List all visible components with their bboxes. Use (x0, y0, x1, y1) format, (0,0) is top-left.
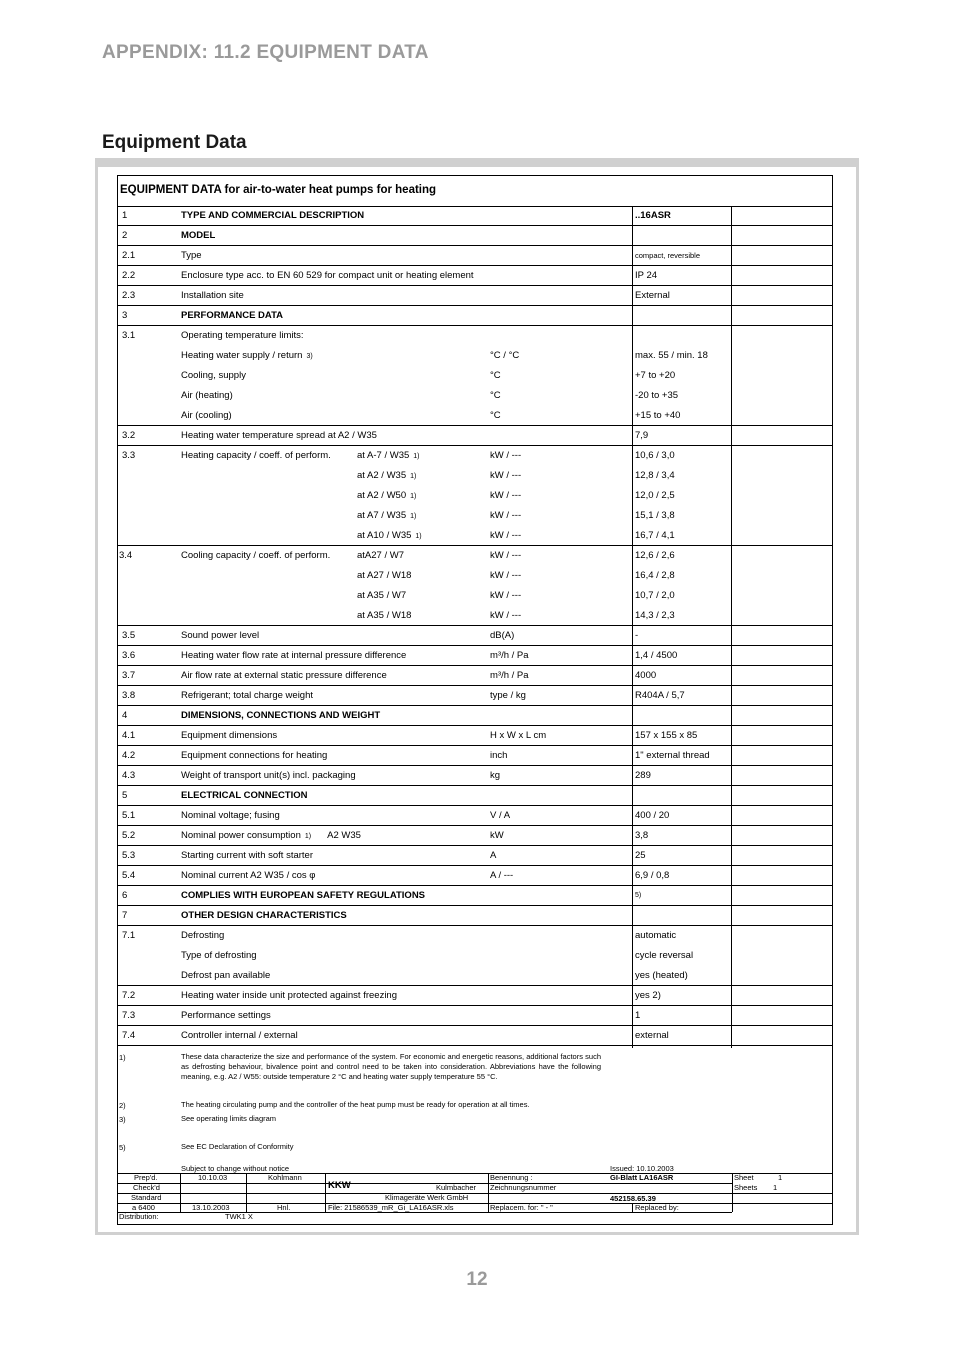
row-description: Sound power level (181, 630, 260, 641)
data-rows (118, 206, 832, 1046)
row-value: 289 (635, 770, 651, 781)
company-city: Kulmbacher (436, 1183, 477, 1192)
row-unit: kW / --- (490, 490, 522, 501)
row-value: 7,9 (635, 430, 649, 441)
row-unit: V / A (490, 810, 511, 821)
row-number: 7.4 (122, 1030, 136, 1041)
table-row (118, 886, 832, 906)
row-value: +15 to +40 (635, 410, 681, 421)
table-row (118, 466, 832, 486)
table-row (118, 586, 832, 606)
row-number: 2 (122, 230, 128, 241)
row-value: 10,7 / 2,0 (635, 590, 675, 601)
row-description: ELECTRICAL CONNECTION (181, 790, 308, 801)
row-description: PERFORMANCE DATA (181, 310, 284, 321)
footnote-num: 5) (119, 1143, 126, 1152)
row-value: max. 55 / min. 18 (635, 350, 708, 361)
table-row (118, 826, 832, 846)
row-condition-group (357, 506, 416, 527)
table-row (118, 366, 832, 386)
table-row (118, 906, 832, 926)
row-description: Nominal voltage; fusing (181, 810, 280, 821)
row-number: 3 (122, 310, 128, 321)
row-value: R404A / 5,7 (635, 690, 685, 701)
row-number: 5.2 (122, 830, 136, 841)
row-number: 4.1 (122, 730, 136, 741)
footnote-num: 3) (119, 1115, 126, 1124)
row-unit: m³/h / Pa (490, 650, 529, 661)
footnote-num: 1) (119, 1053, 126, 1062)
checkd-label: Check'd (133, 1183, 160, 1192)
section-title: Equipment Data (102, 132, 247, 153)
table-row (118, 226, 832, 246)
table-row (118, 546, 832, 566)
row-description: Heating capacity / coeff. of perform. (181, 450, 331, 461)
benennung-label: Benennung : (490, 1173, 533, 1182)
row-number: 7.1 (122, 930, 136, 941)
row-unit: type / kg (490, 690, 526, 701)
row-number: 3.8 (122, 690, 136, 701)
distribution-value: TWK1 X (225, 1212, 253, 1221)
row-value: external (635, 1030, 669, 1041)
row-unit: A (490, 850, 497, 861)
drawing-number-value: 452158.65.39 (610, 1194, 656, 1203)
row-description: Operating temperature limits: (181, 330, 304, 341)
sheets-label: Sheets (734, 1183, 758, 1192)
row-value: automatic (635, 930, 677, 941)
footnote-text: See operating limits diagram (181, 1114, 277, 1123)
file-name: File: 21586539_mR_Gi_LA16ASR.xls (328, 1203, 454, 1212)
row-description-group (181, 826, 361, 847)
row-value: 4000 (635, 670, 657, 681)
row-unit: kW / --- (490, 550, 522, 561)
sheets-value: 1 (773, 1183, 778, 1192)
table-row (118, 926, 832, 946)
replaced-by: Replaced by: (635, 1203, 679, 1212)
row-value: 1,4 / 4500 (635, 650, 678, 661)
table-row (118, 326, 832, 346)
row-unit: kW / --- (490, 530, 522, 541)
row-number: 3.7 (122, 670, 136, 681)
row-value: 157 x 155 x 85 (635, 730, 698, 741)
appendix-heading: APPENDIX: 11.2 EQUIPMENT DATA (102, 42, 429, 63)
prepd-label: Prep'd. (134, 1173, 158, 1182)
row-condition-group (357, 526, 422, 547)
table-row (118, 666, 832, 686)
benennung-value: GI-Blatt LA16ASR (610, 1173, 674, 1182)
row-value: 12,0 / 2,5 (635, 490, 675, 501)
row-value: yes (heated) (635, 970, 688, 981)
row-value: yes 2) (635, 990, 661, 1001)
footnote-ref: 1) (410, 493, 417, 500)
sheet-title: EQUIPMENT DATA for air-to-water heat pumps for heating (120, 184, 437, 196)
row-value: 15,1 / 3,8 (635, 510, 675, 521)
row-description: Controller internal / external (181, 1030, 298, 1041)
row-unit: kW / --- (490, 610, 522, 621)
revision-name: Hnl. (277, 1203, 291, 1212)
row-unit: kW / --- (490, 570, 522, 581)
row-number: 3.5 (122, 630, 136, 641)
drawing-number-label: Zeichnungsnummer (490, 1183, 557, 1192)
table-row (118, 746, 832, 766)
row-condition: at A2 / W50 (357, 490, 407, 501)
row-unit: kW (490, 830, 504, 841)
row-unit: °C / °C (490, 350, 520, 361)
table-row (118, 786, 832, 806)
row-description: Performance settings (181, 1010, 271, 1021)
row-description-condition: A2 W35 (327, 830, 361, 841)
row-number: 4.3 (122, 770, 136, 781)
sheet-value: 1 (778, 1173, 783, 1182)
row-condition-group (357, 446, 420, 467)
table-row (118, 506, 832, 526)
row-description: Installation site (181, 290, 244, 301)
row-condition-group (357, 466, 416, 487)
table-row (118, 446, 832, 466)
row-condition: at A27 / W18 (357, 570, 412, 581)
revision-date: 13.10.2003 (192, 1203, 230, 1212)
row-value: 14,3 / 2,3 (635, 610, 675, 621)
footnote-ref: 1) (304, 833, 312, 840)
table-row (118, 346, 832, 366)
row-description: Heating water flow rate at internal pressure difference (181, 650, 407, 661)
page-number: 12 (466, 1269, 488, 1290)
row-value: 5) (635, 892, 642, 899)
subject-to-change: Subject to change without notice (181, 1164, 289, 1173)
table-row (118, 966, 832, 986)
row-unit: kW / --- (490, 510, 522, 521)
table-row (118, 426, 832, 446)
row-description: Nominal power consumption (181, 830, 301, 841)
table-row (118, 866, 832, 886)
row-number: 3.3 (122, 450, 136, 461)
row-unit: m³/h / Pa (490, 670, 529, 681)
footnote-num: 2) (119, 1101, 126, 1110)
row-number: 3.6 (122, 650, 136, 661)
equipment-data-sheet (117, 175, 833, 1225)
prepd-date: 10.10.03 (198, 1173, 228, 1182)
row-number: 3.2 (122, 430, 136, 441)
row-description: Air flow rate at external static pressure difference (181, 670, 387, 681)
row-number: 6 (122, 890, 128, 901)
row-description: Heating water temperature spread at A2 / W35 (181, 430, 377, 441)
row-condition: at A35 / W7 (357, 590, 407, 601)
row-description: DIMENSIONS, CONNECTIONS AND WEIGHT (181, 710, 381, 721)
table-row (118, 526, 832, 546)
row-unit: H x W x L cm (490, 730, 547, 741)
footnote-ref: 1) (415, 533, 422, 540)
company-logo: KKW (328, 1180, 351, 1191)
revision: a 6400 (132, 1203, 155, 1212)
standard-label: Standard (131, 1193, 162, 1202)
row-value: 1 (635, 1010, 641, 1021)
row-description: OTHER DESIGN CHARACTERISTICS (181, 910, 347, 921)
row-description: Heating water supply / return (181, 350, 303, 361)
row-number: 3.4 (119, 550, 133, 561)
row-value: 12,6 / 2,6 (635, 550, 675, 561)
footnote-text: See EC Declaration of Conformity (181, 1142, 294, 1151)
row-value: 25 (635, 850, 646, 861)
row-number: 7.3 (122, 1010, 136, 1021)
table-row (118, 266, 832, 286)
row-number: 7.2 (122, 990, 136, 1001)
row-description: Air (cooling) (181, 410, 232, 421)
table-row (118, 246, 832, 266)
row-value: +7 to +20 (635, 370, 676, 381)
row-unit: kW / --- (490, 450, 522, 461)
row-unit: °C (490, 370, 501, 381)
footnote-ref: 1) (410, 473, 417, 480)
table-row (118, 486, 832, 506)
distribution-label: Distribution: (119, 1212, 159, 1221)
row-condition: at A10 / W35 (357, 530, 412, 541)
footnote-text: These data characterize the size and performance of the system. For economic and energetic reasons, additional factors such as defrosting behaviour, bivalence point and control need to be taken into consideration. Abbreviations have the following meaning, e.g. A2 / W55: outside temperature 2 °C and heating water supply temperature 55 °C. (181, 1052, 601, 1081)
row-description: Type (181, 250, 202, 261)
row-value: IP 24 (635, 270, 658, 281)
row-number: 2.3 (122, 290, 136, 301)
row-number: 4.2 (122, 750, 136, 761)
row-description: Heating water inside unit protected against freezing (181, 990, 397, 1001)
footnote-text: The heating circulating pump and the controller of the heat pump must be ready for operation at all times. (181, 1100, 530, 1109)
table-row (118, 206, 832, 226)
row-unit: inch (490, 750, 508, 761)
table-row (118, 566, 832, 586)
row-value: 12,8 / 3,4 (635, 470, 675, 481)
row-description: Refrigerant; total charge weight (181, 690, 314, 701)
table-row (118, 406, 832, 426)
row-value: 400 / 20 (635, 810, 670, 821)
row-number: 5.4 (122, 870, 136, 881)
row-description: TYPE AND COMMERCIAL DESCRIPTION (181, 210, 365, 221)
footnote-ref: 3) (306, 353, 313, 360)
table-row (118, 626, 832, 646)
row-description: Air (heating) (181, 390, 233, 401)
row-value: ..16ASR (635, 210, 671, 221)
row-unit: A / --- (490, 870, 514, 881)
row-description: Weight of transport unit(s) incl. packaging (181, 770, 356, 781)
row-condition: at A35 / W18 (357, 610, 412, 621)
row-unit: kW / --- (490, 470, 522, 481)
row-description: Nominal current A2 W35 / cos φ (181, 870, 316, 881)
row-unit: °C (490, 390, 501, 401)
row-condition: at A2 / W35 (357, 470, 407, 481)
row-condition: at A7 / W35 (357, 510, 407, 521)
row-value: 3,8 (635, 830, 649, 841)
row-description: MODEL (181, 230, 216, 241)
table-row (118, 806, 832, 826)
row-number: 5.1 (122, 810, 136, 821)
table-row (118, 286, 832, 306)
row-description: Type of defrosting (181, 950, 257, 961)
table-row (118, 1006, 832, 1026)
table-row (118, 946, 832, 966)
footnote-ref: 1) (413, 453, 420, 460)
sheet-label: Sheet (734, 1173, 754, 1182)
row-value: 1" external thread (635, 750, 710, 761)
issued-date: Issued: 10.10.2003 (610, 1164, 674, 1173)
row-unit: kW / --- (490, 590, 522, 601)
row-condition-group (357, 486, 416, 507)
row-condition: at A-7 / W35 (357, 450, 410, 461)
row-number: 3.1 (122, 330, 136, 341)
row-description: Equipment dimensions (181, 730, 278, 741)
row-unit: kg (490, 770, 501, 781)
row-value: External (635, 290, 670, 301)
row-number: 5 (122, 790, 128, 801)
title-block (118, 1173, 832, 1225)
row-number: 2.1 (122, 250, 136, 261)
row-unit: dB(A) (490, 630, 515, 641)
table-row (118, 606, 832, 626)
table-row (118, 1026, 832, 1046)
table-row (118, 726, 832, 746)
table-row (118, 306, 832, 326)
row-description: Defrosting (181, 930, 225, 941)
row-value: 6,9 / 0,8 (635, 870, 670, 881)
table-row (118, 986, 832, 1006)
table-row (118, 646, 832, 666)
row-description: Starting current with soft starter (181, 850, 313, 861)
row-value: - (635, 630, 639, 641)
row-value: compact, reversible (635, 251, 701, 260)
row-description: Cooling capacity / coeff. of perform. (181, 550, 331, 561)
row-number: 2.2 (122, 270, 136, 281)
row-description: COMPLIES WITH EUROPEAN SAFETY REGULATIONS (181, 890, 426, 901)
table-row (118, 386, 832, 406)
table-row (118, 706, 832, 726)
row-description-group (181, 346, 313, 367)
table-row (118, 846, 832, 866)
row-number: 5.3 (122, 850, 136, 861)
row-description: Defrost pan available (181, 970, 271, 981)
row-value: 10,6 / 3,0 (635, 450, 675, 461)
row-value: cycle reversal (635, 950, 694, 961)
replacement-for: Replacem. for: " - " (490, 1203, 553, 1212)
row-description: Equipment connections for heating (181, 750, 328, 761)
row-number: 1 (122, 210, 128, 221)
row-number: 7 (122, 910, 128, 921)
row-description: Enclosure type acc. to EN 60 529 for compact unit or heating element (181, 270, 474, 281)
row-value: 16,7 / 4,1 (635, 530, 675, 541)
company-full-name: Klimageräte Werk GmbH (385, 1193, 469, 1202)
table-row (118, 766, 832, 786)
row-value: 16,4 / 2,8 (635, 570, 675, 581)
row-value: -20 to +35 (635, 390, 679, 401)
row-description: Cooling, supply (181, 370, 246, 381)
row-condition: atA27 / W7 (357, 550, 404, 561)
row-number: 4 (122, 710, 128, 721)
prepd-name: Kohlmann (268, 1173, 302, 1182)
table-row (118, 686, 832, 706)
footnote-ref: 1) (410, 513, 417, 520)
row-unit: °C (490, 410, 501, 421)
